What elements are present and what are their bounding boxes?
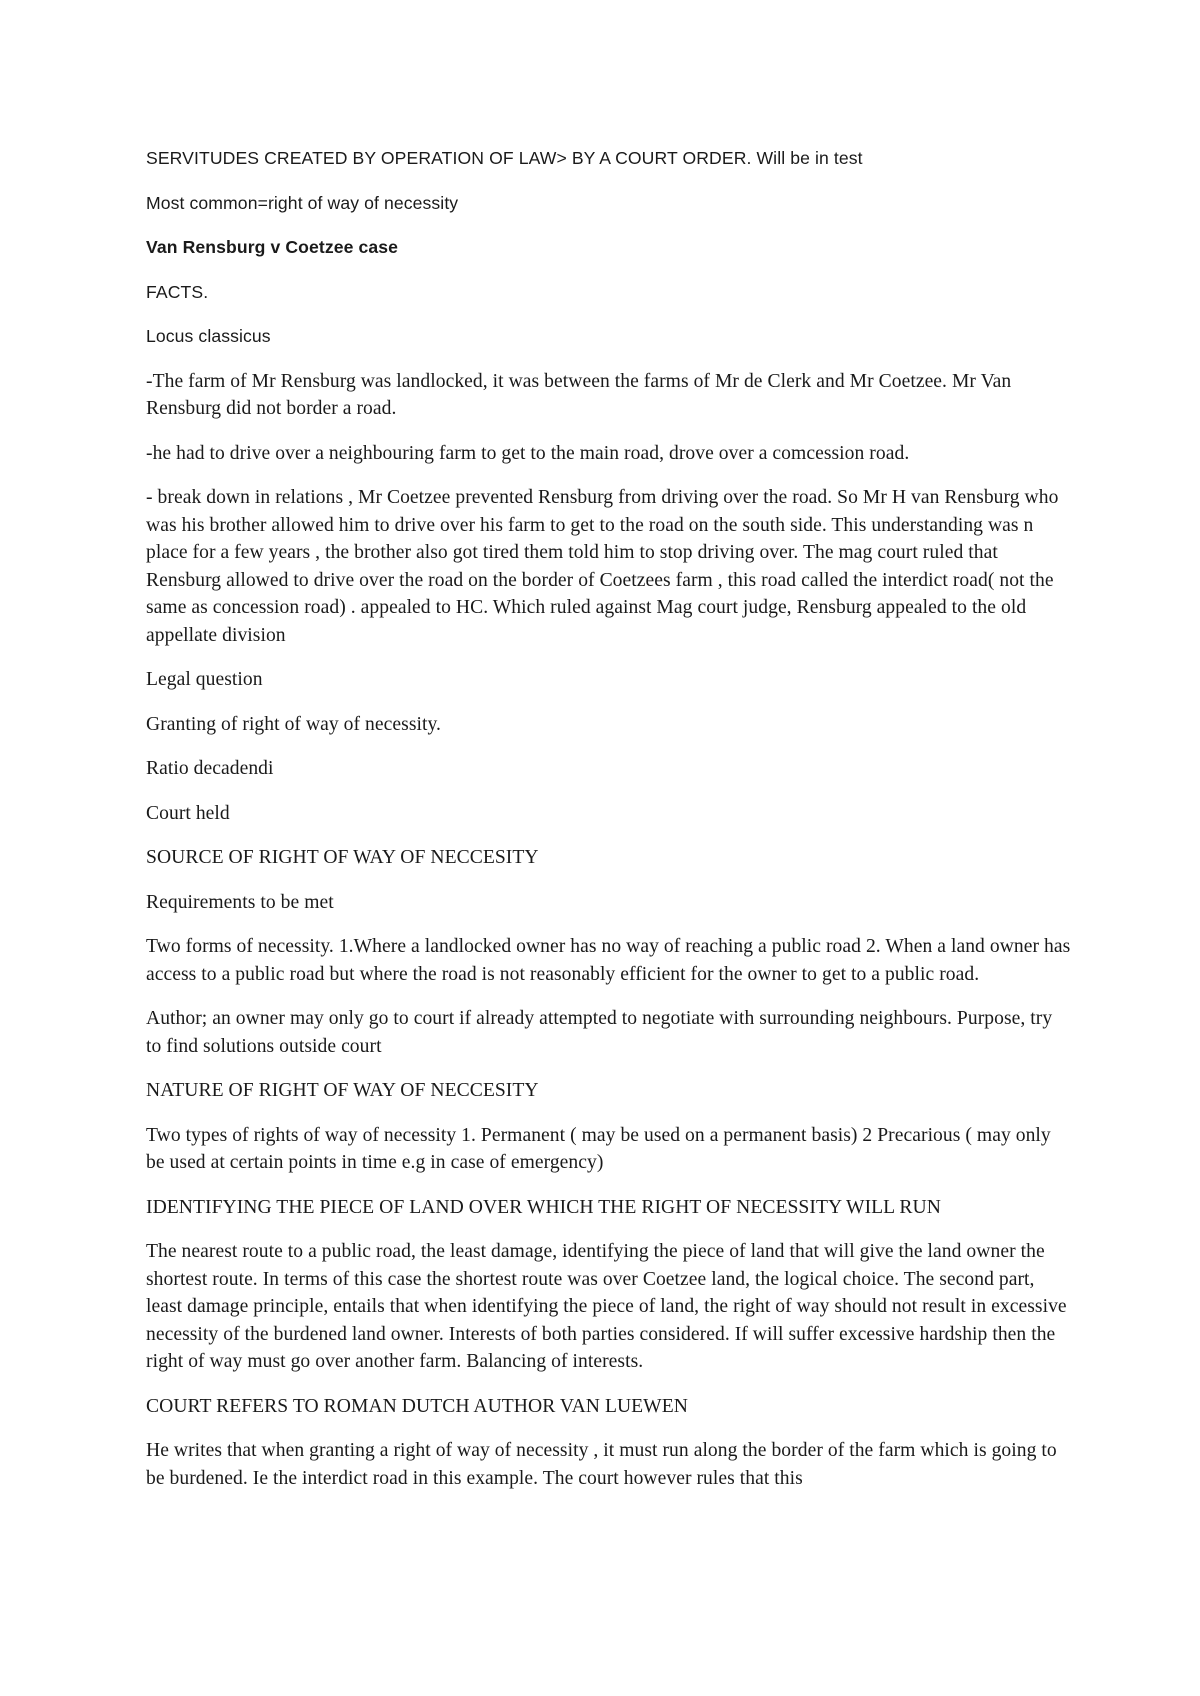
heading-court-refers: COURT REFERS TO ROMAN DUTCH AUTHOR VAN LUEWEN [146, 1395, 688, 1417]
paragraph-locus-classicus: Locus classicus [146, 326, 271, 346]
heading-ratio: Ratio decadendi [146, 758, 274, 779]
document-body [146, 145, 1071, 1509]
paragraph-most-common: Most common=right of way of necessity [146, 192, 459, 213]
heading-court-held: Court held [146, 802, 230, 824]
heading-nature: NATURE OF RIGHT OF WAY OF NECCESITY [146, 1080, 539, 1101]
heading-identifying: IDENTIFYING THE PIECE OF LAND OVER WHICH THE RIGHT OF NECESSITY WILL RUN [146, 1196, 941, 1218]
heading-requirements: Requirements to be met [146, 891, 334, 913]
case-title: Van Rensburg v Coetzee case [146, 237, 399, 257]
heading-legal-question: Legal question [146, 669, 263, 690]
heading-servitudes: SERVITUDES CREATED BY OPERATION OF LAW> BY A COURT ORDER. Will be in test [146, 148, 863, 168]
paragraph-two-types: Two types of rights of way of necessity 1. Permanent ( may be used on a permanent basis) 2 Precarious ( may only be used at certain points in time e.g in case of emergency) [146, 1124, 1051, 1173]
heading-source: SOURCE OF RIGHT OF WAY OF NECCESITY [146, 847, 539, 868]
paragraph-van-luewen: He writes that when granting a right of way of necessity , it must run along the border of the farm which is going to be burdened. Ie the interdict road in this example. The court however rules that this [146, 1440, 1057, 1489]
paragraph-break-down: - break down in relations , Mr Coetzee prevented Rensburg from driving over the road. So Mr H van Rensburg who was his brother allowed him to drive over his farm to get to the road on the south side. This understanding was n place for a few years , the brother also got tired them told him to stop driving over. The mag court ruled that Rensburg allowed to drive over the road on the border of Coetzees farm , this road called the interdict road( not the same as concession road) . appealed to HC. Which ruled against Mag court judge, Rensburg appealed to the old appellate division [146, 487, 1059, 646]
paragraph-landlocked-farm: -The farm of Mr Rensburg was landlocked, it was between the farms of Mr de Clerk and Mr Coetzee. Mr Van Rensburg did not border a road. [146, 370, 1012, 419]
paragraph-author: Author; an owner may only go to court if already attempted to negotiate with surrounding neighbours. Purpose, try to find solutions outside court [146, 1008, 1053, 1057]
paragraph-two-forms: Two forms of necessity. 1.Where a landlocked owner has no way of reaching a public road 2. When a land owner has access to a public road but where the road is not reasonably efficient for the owner to get to a public road. [146, 936, 1071, 985]
paragraph-granting: Granting of right of way of necessity. [146, 713, 442, 735]
paragraph-neighbouring-farm: -he had to drive over a neighbouring farm to get to the main road, drove over a comcession road. [146, 442, 910, 464]
paragraph-nearest-route: The nearest route to a public road, the least damage, identifying the piece of land that will give the land owner the shortest route. In terms of this case the shortest route was over Coetzee land, the logical choice. The second part, least damage principle, entails that when identifying the piece of land, the right of way should not result in excessive necessity of the burdened land owner. Interests of both parties considered. If will suffer excessive hardship then the right of way must go over another farm. Balancing of interests. [146, 1241, 1067, 1372]
heading-facts: FACTS. [146, 281, 209, 302]
